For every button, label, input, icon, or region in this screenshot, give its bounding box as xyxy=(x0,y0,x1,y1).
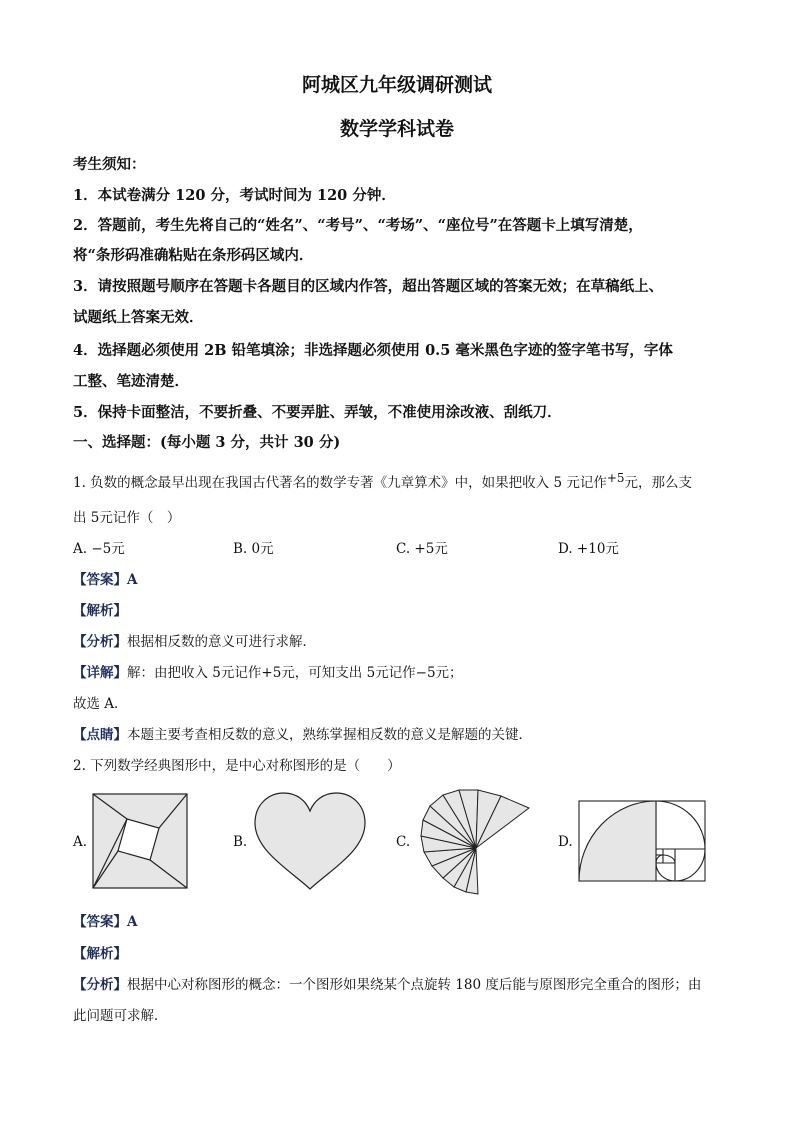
figure-a-pinwheel xyxy=(92,793,188,889)
notice-item: 3．请按照题号顺序在答题卡各题目的区域内作答，超出答题区域的答案无效；在草稿纸上、 xyxy=(73,278,664,295)
q2-label-d: D. xyxy=(558,834,573,850)
q1-stem-line1 xyxy=(73,471,692,491)
q1-fenxi xyxy=(73,630,316,650)
notice-heading: 考生须知： xyxy=(73,156,146,173)
q1-dianjing xyxy=(73,723,532,743)
q1-stem-text-end: 元，那么支 xyxy=(624,475,693,491)
q1-stem-text: 1. 负数的概念最早出现在我国古代著名的数学专著《九章算术》中，如果把收入 5 元记作 xyxy=(73,475,607,491)
section-heading: 一、选择题：(每小题 3 分，共计 30 分) xyxy=(73,434,341,451)
figure-d-golden-spiral xyxy=(578,800,706,882)
notice-item: 5．保持卡面整洁，不要折叠、不要弄脏、弄皱，不准使用涂改液、刮纸刀． xyxy=(73,404,562,421)
xiangjie-text: 解：由把收入 5元记作+5元，可知支出 5元记作−5元； xyxy=(127,665,463,681)
xiangjie-tag: 【详解】 xyxy=(73,665,127,681)
q2-fenxi-line2: 此问题可求解． xyxy=(73,1008,168,1024)
q1-option-b: B. 0元 xyxy=(233,541,274,557)
q2-label-a: A. xyxy=(73,834,88,850)
q1-answer: 【答案】A xyxy=(73,572,138,588)
q2-fenxi-line1 xyxy=(73,973,701,993)
q1-option-a: A. −5元 xyxy=(73,541,125,557)
notice-item: 工整、笔迹清楚． xyxy=(73,373,189,390)
q1-stem-sup: +5 xyxy=(606,471,625,485)
notice-item: 试题纸上答案无效． xyxy=(73,309,204,326)
q1-stem-line2: 出 5元记作（ ） xyxy=(73,510,181,526)
page-title: 阿城区九年级调研测试 xyxy=(301,74,492,96)
figure-b-heart xyxy=(251,791,369,891)
dianjing-text: 本题主要考查相反数的意义，熟练掌握相反数的意义是解题的关键． xyxy=(127,727,532,743)
q2-answer: 【答案】A xyxy=(73,914,138,930)
fenxi-text: 根据相反数的意义可进行求解． xyxy=(127,634,316,650)
notice-item: 2．答题前，考生先将自己的“姓名”、“考号”、“考场”、“座位号”在答题卡上填写清楚， xyxy=(73,217,643,234)
q2-analysis-tag: 【解析】 xyxy=(73,946,127,962)
figure-c-spiral-triangles xyxy=(414,788,534,896)
q1-option-d: D. +10元 xyxy=(558,541,619,557)
dianjing-tag: 【点睛】 xyxy=(73,727,127,743)
fenxi-tag: 【分析】 xyxy=(73,634,127,650)
page-subtitle: 数学学科试卷 xyxy=(339,118,454,140)
q2-stem: 2. 下列数学经典图形中，是中心对称图形的是（ ） xyxy=(73,758,401,774)
q2-label-c: C. xyxy=(396,834,411,850)
q1-option-c: C. +5元 xyxy=(396,541,448,557)
q1-conclusion: 故选 A． xyxy=(73,696,128,712)
notice-item: 1．本试卷满分 120 分，考试时间为 120 分钟． xyxy=(73,187,396,204)
fenxi-tag: 【分析】 xyxy=(73,977,127,993)
notice-item: 4．选择题必须使用 2B 铅笔填涂；非选择题必须使用 0.5 毫米黑色字迹的签字笔书写，字体 xyxy=(73,342,673,359)
notice-item: 将“条形码准确粘贴在条形码区域内． xyxy=(73,247,314,264)
q1-xiangjie xyxy=(73,661,463,681)
q1-analysis-tag: 【解析】 xyxy=(73,603,127,619)
fenxi-text: 根据中心对称图形的概念：一个图形如果绕某个点旋转 180 度后能与原图形完全重合的图形；由 xyxy=(127,977,702,993)
q2-label-b: B. xyxy=(233,834,248,850)
